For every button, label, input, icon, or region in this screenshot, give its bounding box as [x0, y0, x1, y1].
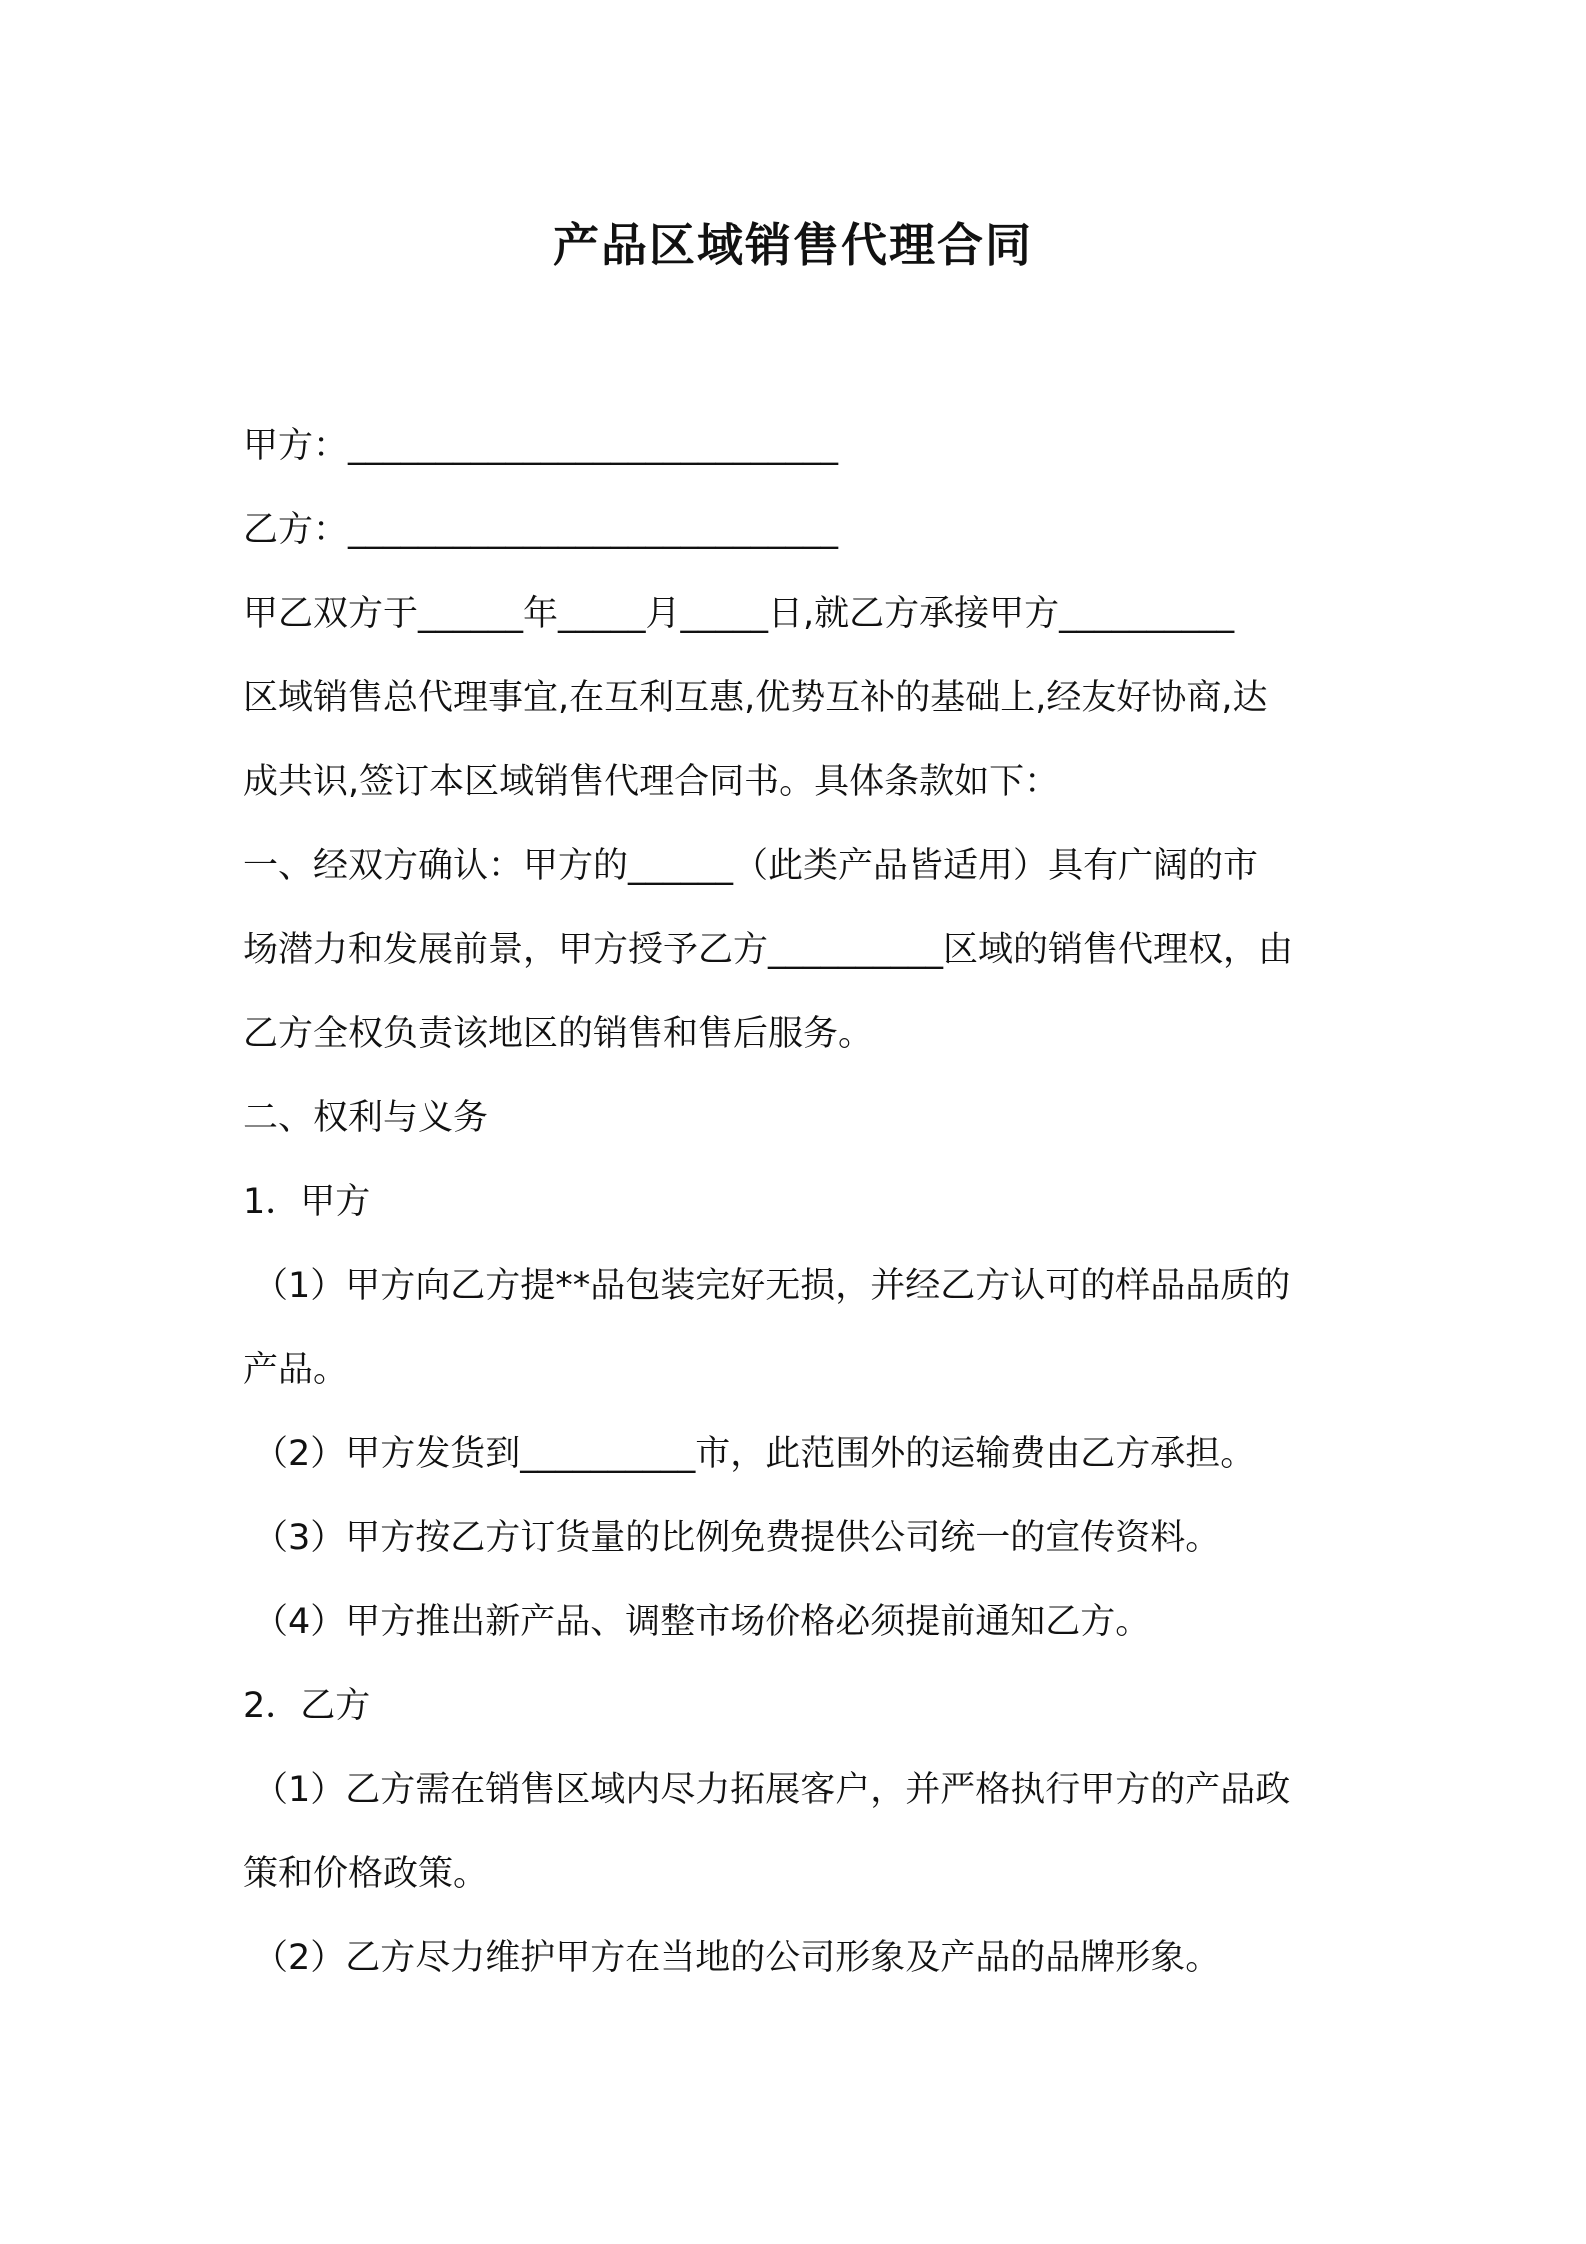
- contract-body: [243, 404, 1353, 2000]
- party-b-item-1-line-1: （1）乙方需在销售区域内尽力拓展客户，并严格执行甲方的产品政: [253, 1770, 1291, 1810]
- clause-1-line-2: 场潜力和发展前景，甲方授予乙方__________区域的销售代理权，由: [243, 930, 1294, 970]
- clause-2-heading: 二、权利与义务: [243, 1098, 489, 1138]
- party-b-item-1-line-2: 策和价格政策。: [243, 1854, 489, 1894]
- party-b-item-2: （2）乙方尽力维护甲方在当地的公司形象及产品的品牌形象。: [253, 1938, 1221, 1978]
- intro-line-3: 成共识,签订本区域销售代理合同书。具体条款如下：: [243, 762, 1060, 802]
- intro-line-1: 甲乙双方于______年_____月_____日,就乙方承接甲方__________: [243, 594, 1235, 634]
- party-b-line: 乙方：____________________________: [243, 510, 839, 550]
- party-a-obligations-heading: 1．甲方: [243, 1182, 371, 1222]
- party-a-line: 甲方：____________________________: [243, 426, 839, 466]
- party-a-item-3: （3）甲方按乙方订货量的比例免费提供公司统一的宣传资料。: [253, 1518, 1221, 1558]
- clause-1-line-1: 一、经双方确认：甲方的______（此类产品皆适用）具有广阔的市: [243, 846, 1259, 886]
- document-title: 产品区域销售代理合同: [553, 218, 1033, 272]
- intro-line-2: 区域销售总代理事宜,在互利互惠,优势互补的基础上,经友好协商,达: [243, 678, 1268, 718]
- clause-1-line-3: 乙方全权负责该地区的销售和售后服务。: [243, 1014, 874, 1054]
- party-a-item-1-line-1: （1）甲方向乙方提**品包装完好无损，并经乙方认可的样品品质的: [253, 1266, 1291, 1306]
- party-a-item-2: （2）甲方发货到__________市，此范围外的运输费由乙方承担。: [253, 1434, 1256, 1474]
- party-a-item-4: （4）甲方推出新产品、调整市场价格必须提前通知乙方。: [253, 1602, 1151, 1642]
- party-b-obligations-heading: 2．乙方: [243, 1686, 371, 1726]
- party-a-item-1-line-2: 产品。: [243, 1350, 349, 1390]
